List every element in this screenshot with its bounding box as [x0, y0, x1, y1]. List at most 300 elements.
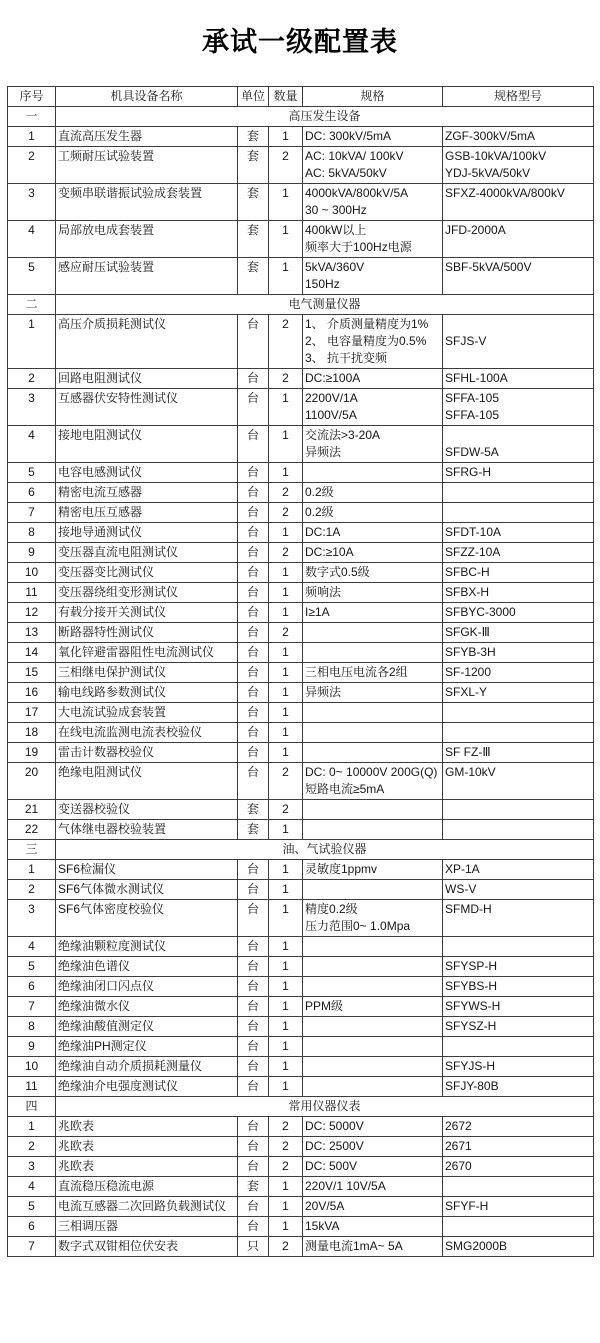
cell-unit: 台 — [238, 523, 269, 543]
cell-qty: 1 — [269, 426, 303, 463]
table-body — [8, 107, 594, 1257]
model-line: SFYBS-H — [445, 979, 498, 993]
table-row — [8, 880, 594, 900]
cell-name: 绝缘电阻测试仪 — [56, 763, 238, 800]
cell-unit: 台 — [238, 1077, 269, 1097]
cell-qty: 1 — [269, 880, 303, 900]
cell-no: 2 — [8, 880, 56, 900]
model-line: SFFA-105 — [445, 408, 500, 422]
cell-spec — [303, 1197, 443, 1217]
cell-unit: 套 — [238, 127, 269, 147]
cell-no: 11 — [8, 583, 56, 603]
cell-spec — [303, 763, 443, 800]
cell-no: 1 — [8, 315, 56, 369]
table-row — [8, 1117, 594, 1137]
model-line: SFYSP-H — [445, 959, 498, 973]
cell-spec — [303, 483, 443, 503]
cell-no: 3 — [8, 389, 56, 426]
cell-no: 2 — [8, 1137, 56, 1157]
model-line: SFJS-V — [445, 334, 487, 348]
cell-name: 电容电感测试仪 — [56, 463, 238, 483]
cell-no: 4 — [8, 937, 56, 957]
cell-qty: 1 — [269, 603, 303, 623]
cell-spec — [303, 147, 443, 184]
cell-no: 22 — [8, 820, 56, 840]
cell-name: 输电线路参数测试仪 — [56, 683, 238, 703]
cell-unit: 台 — [238, 723, 269, 743]
cell-no: 15 — [8, 663, 56, 683]
cell-model — [443, 900, 594, 937]
cell-spec — [303, 623, 443, 643]
cell-unit: 台 — [238, 1217, 269, 1237]
cell-spec — [303, 389, 443, 426]
spec-line: 5kVA/360V — [305, 260, 365, 274]
cell-unit: 台 — [238, 937, 269, 957]
cell-name: 感应耐压试验装置 — [56, 258, 238, 295]
cell-model — [443, 977, 594, 997]
model-line: 2672 — [445, 1119, 472, 1133]
spec-line: 频响法 — [305, 585, 342, 599]
model-line: SFYJS-H — [445, 1059, 496, 1073]
cell-qty: 1 — [269, 389, 303, 426]
page-title: 承试一级配置表 — [202, 27, 398, 57]
model-line: SFYF-H — [445, 1199, 489, 1213]
spec-line: 0.2级 — [305, 505, 334, 519]
cell-name: 兆欧表 — [56, 1117, 238, 1137]
cell-no: 5 — [8, 957, 56, 977]
cell-model — [443, 1117, 594, 1137]
cell-name: 三相调压器 — [56, 1217, 238, 1237]
model-line: SFZZ-10A — [445, 545, 501, 559]
table-row — [8, 763, 594, 800]
cell-name: 在线电流监测电流表校验仪 — [56, 723, 238, 743]
cell-model — [443, 703, 594, 723]
section-row — [8, 840, 594, 860]
cell-unit: 套 — [238, 184, 269, 221]
cell-name: 兆欧表 — [56, 1137, 238, 1157]
model-line — [445, 427, 591, 444]
cell-qty: 1 — [269, 1177, 303, 1197]
cell-unit: 套 — [238, 258, 269, 295]
cell-no: 4 — [8, 1177, 56, 1197]
cell-name: 接地电阻测试仪 — [56, 426, 238, 463]
cell-name: 氧化锌避雷器阻性电流测试仪 — [56, 643, 238, 663]
spec-line: 短路电流≥5mA — [305, 782, 385, 796]
spec-line: 4000kVA/800kV/5A — [305, 186, 409, 200]
table-row — [8, 623, 594, 643]
cell-no: 8 — [8, 523, 56, 543]
spec-line: DC:1A — [305, 525, 341, 539]
cell-name: 断路器特性测试仪 — [56, 623, 238, 643]
table-row — [8, 683, 594, 703]
cell-no: 4 — [8, 221, 56, 258]
cell-qty: 1 — [269, 663, 303, 683]
cell-unit: 台 — [238, 426, 269, 463]
cell-name: 变压器绕组变形测试仪 — [56, 583, 238, 603]
table-row — [8, 1057, 594, 1077]
table-row — [8, 1077, 594, 1097]
cell-qty: 1 — [269, 563, 303, 583]
table-row — [8, 1017, 594, 1037]
cell-no: 8 — [8, 1017, 56, 1037]
cell-no: 6 — [8, 483, 56, 503]
table-row — [8, 147, 594, 184]
spec-line: AC: 10kVA/ 100kV — [305, 149, 404, 163]
cell-no: 5 — [8, 1197, 56, 1217]
cell-spec — [303, 1057, 443, 1077]
cell-model — [443, 583, 594, 603]
cell-name: 数字式双钳相位伏安表 — [56, 1237, 238, 1257]
cell-spec — [303, 900, 443, 937]
model-line: WS-V — [445, 882, 477, 896]
cell-no: 13 — [8, 623, 56, 643]
cell-model — [443, 763, 594, 800]
cell-unit: 台 — [238, 880, 269, 900]
cell-name: 电流互感器二次回路负载测试仪 — [56, 1197, 238, 1217]
cell-model — [443, 643, 594, 663]
cell-qty: 1 — [269, 1017, 303, 1037]
cell-name: 绝缘油介电强度测试仪 — [56, 1077, 238, 1097]
model-line: SFMD-H — [445, 902, 492, 916]
cell-unit: 台 — [238, 860, 269, 880]
model-line: SFYB-3H — [445, 645, 496, 659]
cell-spec — [303, 1117, 443, 1137]
cell-no: 7 — [8, 1237, 56, 1257]
cell-model — [443, 743, 594, 763]
table-row — [8, 221, 594, 258]
table-row — [8, 543, 594, 563]
table-row — [8, 643, 594, 663]
cell-spec — [303, 503, 443, 523]
cell-no: 7 — [8, 997, 56, 1017]
cell-no: 10 — [8, 1057, 56, 1077]
cell-model — [443, 957, 594, 977]
cell-no: 20 — [8, 763, 56, 800]
cell-no: 3 — [8, 1157, 56, 1177]
cell-unit: 套 — [238, 800, 269, 820]
model-line: SFYWS-H — [445, 999, 501, 1013]
cell-name: 工频耐压试验装置 — [56, 147, 238, 184]
cell-unit: 台 — [238, 763, 269, 800]
col-header-0: 序号 — [8, 87, 56, 107]
cell-spec — [303, 997, 443, 1017]
model-line: SFHL-100A — [445, 371, 508, 385]
cell-model — [443, 1037, 594, 1057]
cell-spec — [303, 643, 443, 663]
cell-unit: 台 — [238, 483, 269, 503]
spec-line: 0.2级 — [305, 485, 334, 499]
cell-model — [443, 1237, 594, 1257]
cell-spec — [303, 315, 443, 369]
table-row — [8, 389, 594, 426]
cell-no: 6 — [8, 977, 56, 997]
model-line: SFXL-Y — [445, 685, 488, 699]
model-line: SFBC-H — [445, 565, 490, 579]
cell-name: 回路电阻测试仪 — [56, 369, 238, 389]
cell-name: 绝缘油色谱仪 — [56, 957, 238, 977]
cell-name: 变频串联谐振试验成套装置 — [56, 184, 238, 221]
cell-qty: 2 — [269, 763, 303, 800]
table-row — [8, 977, 594, 997]
table-row — [8, 127, 594, 147]
table-row — [8, 583, 594, 603]
cell-qty: 1 — [269, 1197, 303, 1217]
cell-unit: 台 — [238, 663, 269, 683]
cell-spec — [303, 1037, 443, 1057]
spec-line: 3、 抗干扰变频 — [305, 351, 388, 365]
cell-qty: 2 — [269, 1137, 303, 1157]
cell-unit: 台 — [238, 1057, 269, 1077]
cell-model — [443, 543, 594, 563]
cell-unit: 台 — [238, 1157, 269, 1177]
cell-qty: 1 — [269, 127, 303, 147]
cell-qty: 1 — [269, 1057, 303, 1077]
section-marker: 四 — [8, 1097, 56, 1117]
cell-qty: 2 — [269, 1157, 303, 1177]
cell-model — [443, 800, 594, 820]
cell-model — [443, 997, 594, 1017]
cell-qty: 1 — [269, 258, 303, 295]
cell-unit: 台 — [238, 977, 269, 997]
cell-model — [443, 523, 594, 543]
cell-qty: 2 — [269, 623, 303, 643]
cell-spec — [303, 977, 443, 997]
cell-model — [443, 389, 594, 426]
table-row — [8, 800, 594, 820]
cell-spec — [303, 426, 443, 463]
page — [0, 27, 600, 1257]
table-row — [8, 1157, 594, 1177]
cell-qty: 2 — [269, 483, 303, 503]
cell-qty: 1 — [269, 703, 303, 723]
spec-line: 2、 电容量精度为0.5% — [305, 334, 427, 348]
cell-no: 18 — [8, 723, 56, 743]
cell-model — [443, 184, 594, 221]
table-row — [8, 463, 594, 483]
cell-unit: 台 — [238, 1117, 269, 1137]
cell-spec — [303, 723, 443, 743]
cell-model — [443, 1157, 594, 1177]
cell-name: 大电流试验成套装置 — [56, 703, 238, 723]
table-header-row — [8, 87, 594, 107]
spec-line: 20V/5A — [305, 1199, 345, 1213]
cell-no: 10 — [8, 563, 56, 583]
spec-line: DC:≥10A — [305, 545, 354, 559]
cell-qty: 2 — [269, 1237, 303, 1257]
cell-no: 14 — [8, 643, 56, 663]
model-line: SFFA-105 — [445, 391, 500, 405]
col-header-3: 数量 — [269, 87, 303, 107]
cell-model — [443, 1177, 594, 1197]
cell-qty: 1 — [269, 723, 303, 743]
cell-unit: 台 — [238, 683, 269, 703]
spec-line: 数字式0.5级 — [305, 565, 370, 579]
section-title: 电气测量仪器 — [56, 295, 594, 315]
cell-spec — [303, 127, 443, 147]
spec-line: 测量电流1mA~ 5A — [305, 1239, 403, 1253]
cell-spec — [303, 937, 443, 957]
cell-qty: 2 — [269, 543, 303, 563]
spec-line: 30 ~ 300Hz — [305, 203, 367, 217]
cell-model — [443, 147, 594, 184]
cell-no: 3 — [8, 184, 56, 221]
cell-no: 17 — [8, 703, 56, 723]
model-line: JFD-2000A — [445, 223, 506, 237]
cell-model — [443, 426, 594, 463]
cell-model — [443, 563, 594, 583]
spec-line: 400kW以上 — [305, 223, 367, 237]
cell-model — [443, 1217, 594, 1237]
table-row — [8, 860, 594, 880]
model-line: ZGF-300kV/5mA — [445, 129, 536, 143]
cell-model — [443, 623, 594, 643]
cell-no: 19 — [8, 743, 56, 763]
cell-qty: 1 — [269, 997, 303, 1017]
cell-qty: 1 — [269, 683, 303, 703]
cell-model — [443, 880, 594, 900]
cell-unit: 套 — [238, 221, 269, 258]
cell-model — [443, 1057, 594, 1077]
table-row — [8, 258, 594, 295]
table-row — [8, 503, 594, 523]
cell-unit: 台 — [238, 603, 269, 623]
table-row — [8, 723, 594, 743]
spec-line: I≥1A — [305, 605, 330, 619]
spec-line: 压力范围0~ 1.0Mpa — [305, 919, 411, 933]
cell-model — [443, 315, 594, 369]
cell-spec — [303, 563, 443, 583]
spec-line: PPM级 — [305, 999, 344, 1013]
cell-name: 雷击计数器校验仪 — [56, 743, 238, 763]
section-marker: 一 — [8, 107, 56, 127]
cell-no: 5 — [8, 258, 56, 295]
cell-name: 直流高压发生器 — [56, 127, 238, 147]
cell-qty: 1 — [269, 1037, 303, 1057]
table-row — [8, 523, 594, 543]
cell-no: 9 — [8, 543, 56, 563]
cell-spec — [303, 743, 443, 763]
spec-line: 异频法 — [305, 445, 342, 459]
cell-qty: 1 — [269, 523, 303, 543]
cell-qty: 1 — [269, 820, 303, 840]
cell-name: 接地导通测试仪 — [56, 523, 238, 543]
cell-name: 绝缘油闭口闪点仪 — [56, 977, 238, 997]
cell-unit: 套 — [238, 820, 269, 840]
spec-line: DC: 2500V — [305, 1139, 364, 1153]
spec-line: 1、 介质测量精度为1% — [305, 317, 429, 331]
cell-no: 3 — [8, 900, 56, 937]
cell-name: 绝缘油自动介质损耗测量仪 — [56, 1057, 238, 1077]
table-row — [8, 1237, 594, 1257]
spec-line: 15kVA — [305, 1219, 340, 1233]
cell-spec — [303, 1237, 443, 1257]
cell-model — [443, 683, 594, 703]
model-line: 2670 — [445, 1159, 472, 1173]
cell-name: 高压介质损耗测试仪 — [56, 315, 238, 369]
model-line: GM-10kV — [445, 765, 496, 779]
cell-unit: 台 — [238, 1017, 269, 1037]
cell-unit: 台 — [238, 1037, 269, 1057]
table-row — [8, 184, 594, 221]
spec-line: 灵敏度1ppmv — [305, 862, 378, 876]
model-line: SFDW-5A — [445, 445, 499, 459]
cell-qty: 1 — [269, 977, 303, 997]
cell-spec — [303, 369, 443, 389]
spec-line: 频率大于100Hz电源 — [305, 240, 412, 254]
spec-line: AC: 5kVA/50kV — [305, 166, 387, 180]
cell-qty: 1 — [269, 957, 303, 977]
cell-spec — [303, 1217, 443, 1237]
spec-line: 交流法>3-20A — [305, 428, 381, 442]
cell-no: 2 — [8, 147, 56, 184]
cell-name: 绝缘油酸值测定仪 — [56, 1017, 238, 1037]
cell-model — [443, 127, 594, 147]
cell-model — [443, 723, 594, 743]
cell-spec — [303, 1177, 443, 1197]
spec-line: 精度0.2级 — [305, 902, 358, 916]
cell-spec — [303, 523, 443, 543]
model-line: XP-1A — [445, 862, 480, 876]
section-marker: 三 — [8, 840, 56, 860]
table-row — [8, 663, 594, 683]
cell-unit: 台 — [238, 623, 269, 643]
cell-unit: 台 — [238, 463, 269, 483]
section-row — [8, 295, 594, 315]
spec-line: 异频法 — [305, 685, 342, 699]
cell-unit: 台 — [238, 900, 269, 937]
model-line: 2671 — [445, 1139, 472, 1153]
cell-qty: 1 — [269, 643, 303, 663]
cell-name: 有载分接开关测试仪 — [56, 603, 238, 623]
cell-unit: 只 — [238, 1237, 269, 1257]
model-line: SFBYC-3000 — [445, 605, 516, 619]
cell-name: 绝缘油微水仪 — [56, 997, 238, 1017]
cell-unit: 台 — [238, 997, 269, 1017]
cell-name: 变压器变比测试仪 — [56, 563, 238, 583]
model-line: SF FZ-Ⅲ — [445, 745, 491, 759]
table-row — [8, 603, 594, 623]
cell-spec — [303, 1017, 443, 1037]
cell-unit: 套 — [238, 1177, 269, 1197]
cell-no: 1 — [8, 1117, 56, 1137]
cell-model — [443, 1077, 594, 1097]
cell-unit: 台 — [238, 1197, 269, 1217]
cell-name: 互感器伏安特性测试仪 — [56, 389, 238, 426]
section-row — [8, 1097, 594, 1117]
model-line: SF-1200 — [445, 665, 492, 679]
cell-qty: 2 — [269, 503, 303, 523]
cell-no: 1 — [8, 127, 56, 147]
spec-line: 2200V/1A — [305, 391, 358, 405]
cell-model — [443, 258, 594, 295]
table-row — [8, 426, 594, 463]
cell-unit: 台 — [238, 389, 269, 426]
col-header-1: 机具设备名称 — [56, 87, 238, 107]
cell-name: 局部放电成套装置 — [56, 221, 238, 258]
cell-qty: 2 — [269, 315, 303, 369]
spec-line: DC: 0~ 10000V 200G(Q) — [305, 765, 438, 779]
table-row — [8, 997, 594, 1017]
cell-unit: 台 — [238, 543, 269, 563]
cell-unit: 台 — [238, 369, 269, 389]
model-line: SMG2000B — [445, 1239, 508, 1253]
cell-spec — [303, 1157, 443, 1177]
cell-no: 6 — [8, 1217, 56, 1237]
cell-spec — [303, 1137, 443, 1157]
cell-spec — [303, 1077, 443, 1097]
spec-line: 220V/1 10V/5A — [305, 1179, 386, 1193]
cell-spec — [303, 221, 443, 258]
